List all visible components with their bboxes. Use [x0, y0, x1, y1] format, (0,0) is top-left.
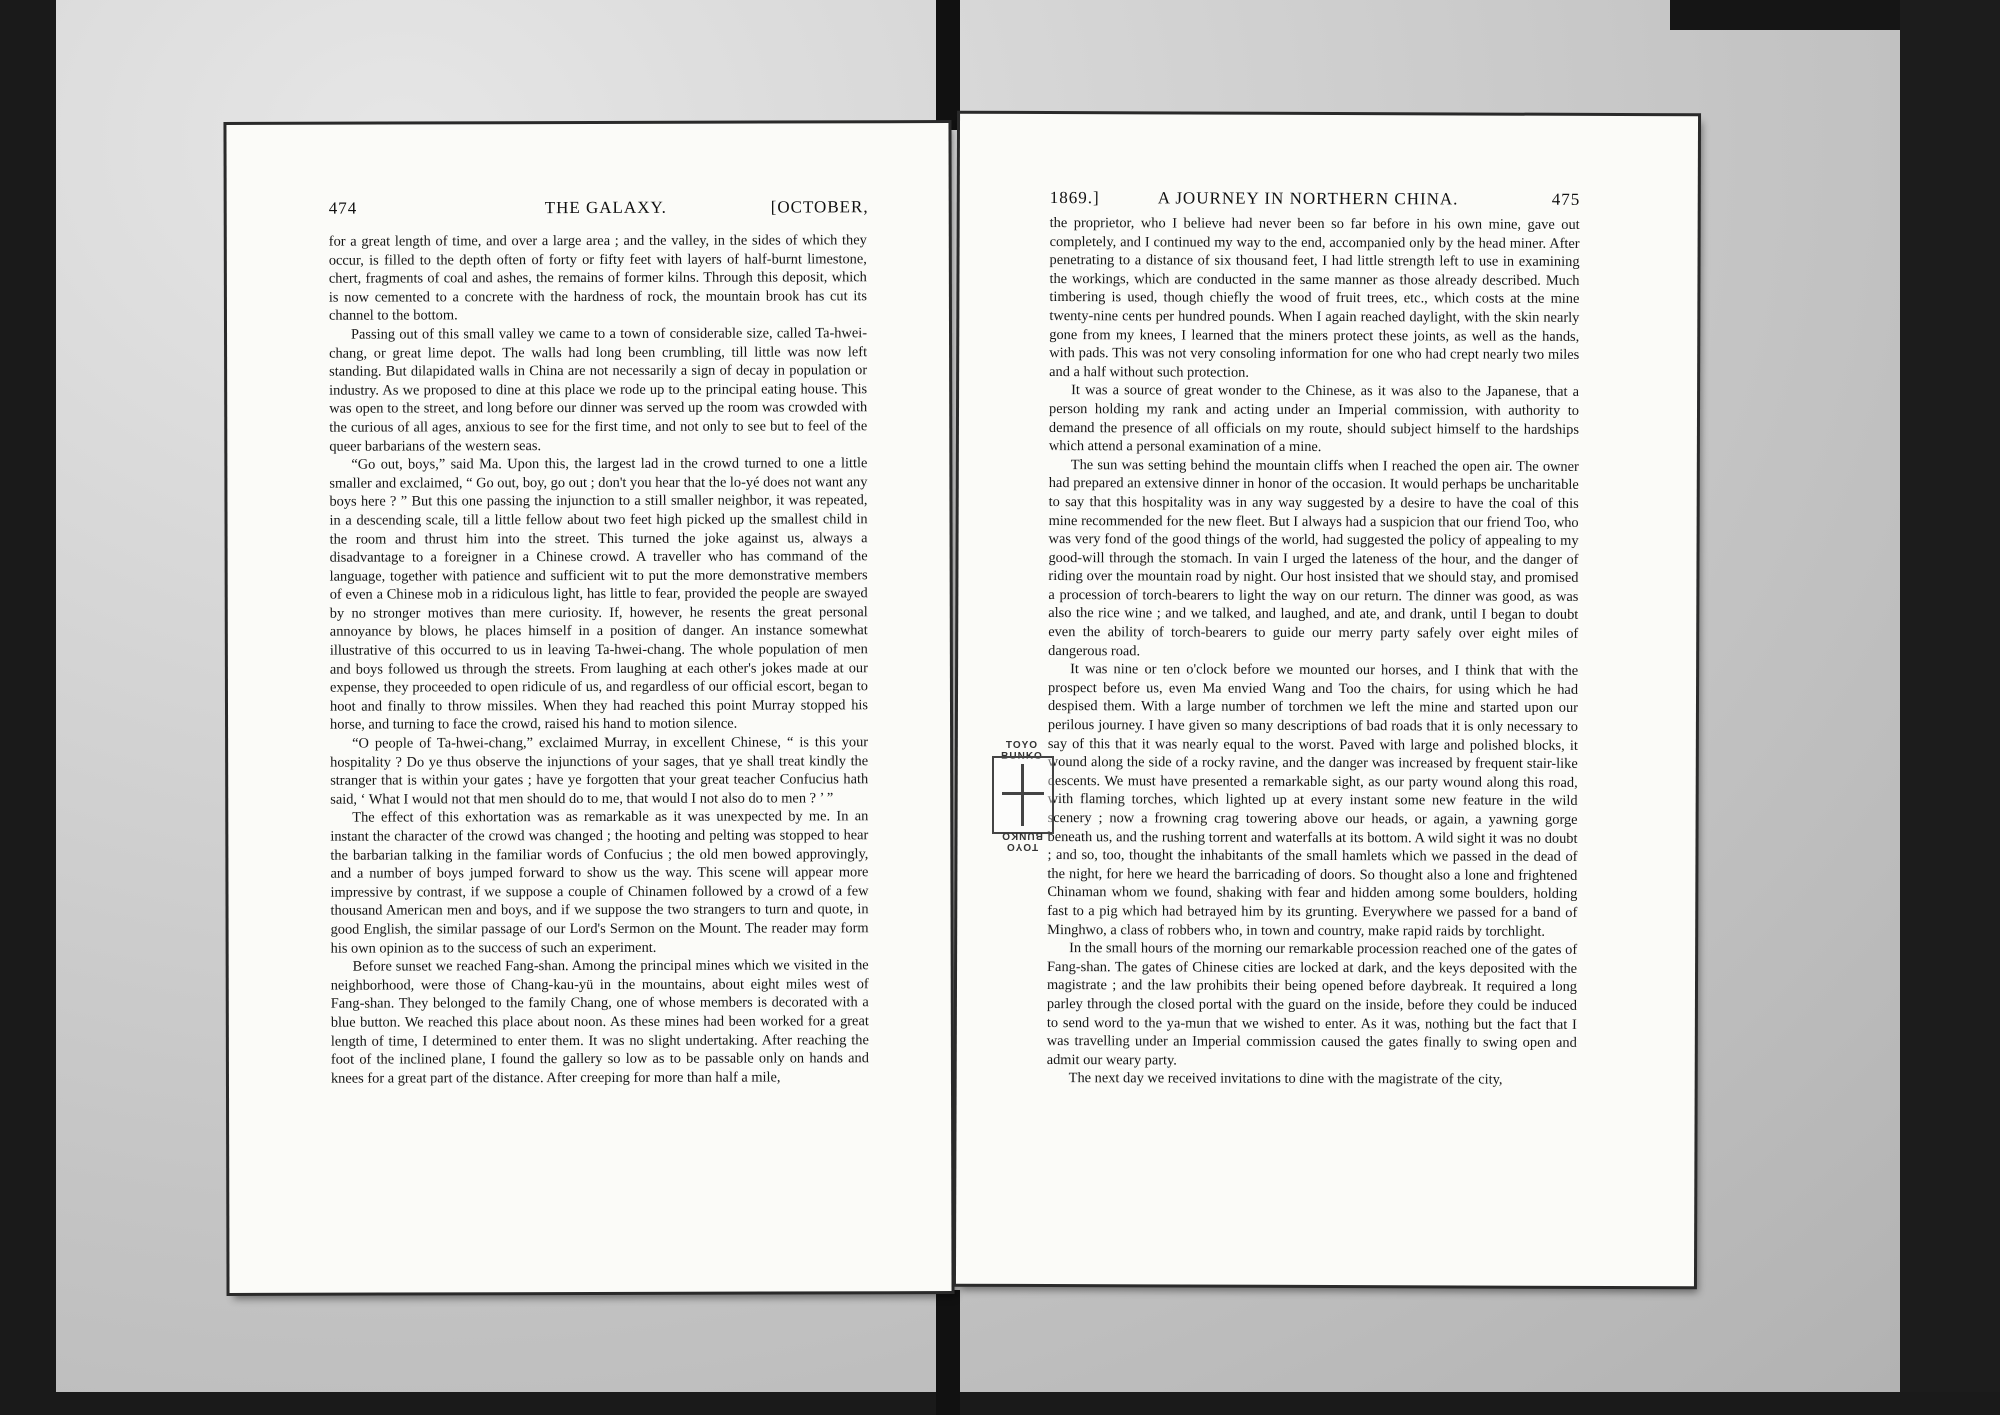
date-label: [OCTOBER,: [770, 197, 869, 217]
paragraph: In the small hours of the morning our remarkable procession reached one of the gates of Fang-shan. The gates of Chinese cities are locked at dark, and the keys deposited with the magistrate ; and the law prohibits their being opened before daybreak. It required a long parley through the closed portal with the guard on the inside, before they could be induced to send word to the ya-mun that we wished to enter. As it was, nothing but the fact that I was travelling under an Imperial commission caused the gates finally to swing open and admit our weary party.: [1046, 940, 1578, 1069]
paragraph: The next day we received invitations to dine with the magistrate of the city,: [1068, 1070, 1503, 1088]
page-number: 475: [1551, 189, 1581, 209]
paragraph: It was a source of great wonder to the Chinese, as it was also to the Japanese, that a person holding my rank and acting under an Imperial commission, with authority to demand the presence of all officials on my route, should subject himself to the hardships which attend a personal examination of a mine.: [1048, 382, 1580, 456]
running-title: A JOURNEY IN NORTHERN CHINA.: [1157, 188, 1459, 209]
date-label: 1869.]: [1049, 188, 1100, 208]
stamp-seal-icon: [992, 756, 1054, 834]
paragraph: The sun was setting behind the mountain cliffs when I reached the open air. The owner had prepared an extensive dinner in honor of the occasion. It would perhaps be uncharitable to say that this hospitality was in any way suggested by a desire to have the coal of this mine recommended for the new fleet. But I always had a suspicion that our friend Too, who was very fond of the good things of the world, had suggested the policy of appealing to my good-will through the stomach. In vain I urged the lateness of the hour, and the danger of riding over the mountain road by night. Our host insisted that we should stay, and promised a procession of torch-bearers to light the way on our return. The dinner was good, as was also the rice wine ; and we talked, and laughed, and ate, and drank, until I began to doubt even the ability of torch-bearers to guide our merry party safely over eight miles of dangerous road.: [1048, 456, 1579, 660]
paragraph: for a great length of time, and over a large area ; and the valley, in the sides of which they occur, is filled to the depth often of forty or fifty feet with layers of half-burnt limestone, chert, fragments of coal and ashes, the remains of former kilns. Through this deposit, which is now cemented to a concrete with the hardness of rock, the mountain brook has cut its channel to the bottom.: [328, 232, 867, 325]
stamp-top-text: TOYO BUNKO: [1001, 740, 1043, 762]
page-number: 474: [328, 198, 358, 218]
right-page-body: [1047, 214, 1580, 1090]
stamp-bottom-text: TOYO BUNKO: [1001, 830, 1043, 852]
paragraph: Passing out of this small valley we came to a town of considerable size, called Ta-hwei-chang, or great lime depot. The walls had long been crumbling, till little was now left standing. But dilapidated walls in China are not necessarily a sign of decay in population or industry. As we proposed to dine at this place we rode up to the principal eating house. This was open to the street, and long before our dinner was served up the room was crowded with the curious of all ages, anxious to see for the first time, and not only to see but to feel of the queer barbarians of the western seas.: [329, 325, 868, 455]
left-page-body: [329, 231, 869, 1088]
library-stamp: [988, 740, 1056, 852]
paragraph: It was nine or ten o'clock before we mounted our horses, and I think that with the prospect before us, even Ma envied Wang and Too the chairs, for using which he had despised them. With a large number of torchmen we left the mine and started upon our perilous journey. I have given so many descriptions of bad roads that it is only necessary to say of this that it was nearly equal to the worst. Paved with large and polished blocks, it wound along the side of a rocky ravine, and the danger was increased by frequent stair-like descents. We must have presented a remarkable sight, as our party wound along this road, with flaming torches, which lighted up at every instant some new feature in the wild scenery ; now a frowning crag towering above our heads, or again, a yawning gorge beneath us, and the rushing torrent and waterfalls at its bottom. A wild sight it was no doubt ; and so, too, thought the inhabitants of the small hamlets which we passed in the dead of the night, for here we heard the barricading of doors. So thought also a lone and frightened Chinaman whom we found, shaking with fear and hidden among some boulders, holding fast to a pig which had betrayed him by its grunting. Everywhere we passed for a band of Minghwo, a class of robbers who, in town and country, make rapid raids by torchlight.: [1047, 661, 1579, 940]
right-page-header: [960, 188, 1698, 213]
right-page: [956, 114, 1698, 1287]
left-page-header: [227, 197, 949, 221]
left-page: [226, 123, 951, 1293]
book-gutter-bottom: [936, 1290, 960, 1415]
scanner-edge-right: [1900, 0, 2000, 1415]
running-title: THE GALAXY.: [544, 197, 667, 218]
paragraph: Before sunset we reached Fang-shan. Among the principal mines which we visited in the neighborhood, were those of Chang-kau-yü in the mountains, about eight miles west of Fang-shan. They belonged to the family Chang, one of whose members is decorated with a blue button. We reached this place about noon. As these mines had been worked for a great length of time, I determined to enter them. It was no slight undertaking. After reaching the foot of the inclined plane, I found the gallery so low as to be passable only on hands and knees for a great part of the distance. After creeping for more than half a mile,: [330, 957, 869, 1087]
paragraph: The effect of this exhortation was as remarkable as it was unexpected by me. In an instant the character of the crowd was changed ; the hooting and pelting was stopped to hear the barbarian talking in the familiar words of Confucius ; the old men bowed approvingly, and a number of boys jumped forward to show us the way. This scene will appear more impressive by contrast, if we suppose a couple of Chinamen followed by a crowd of a few thousand American men and boys, and if we suppose the two strangers to turn and quote, in good English, the similar passage of our Lord's Sermon on the Mount. The reader may form his own opinion as to the success of such an experiment.: [330, 808, 869, 957]
paragraph: “Go out, boys,” said Ma. Upon this, the largest lad in the crowd turned to one a little smaller and exclaimed, “ Go out, boy, go out ; don't you hear that the lo-yé does not want any boys here ? ” But this one passing the injunction to a still smaller neighbor, it was repeated, in a descending scale, till a little fellow about two feet high picked up the smallest child in the room and thrust him into the street. This turned the joke against us, always a disadvantage to a foreigner in a Chinese crowd. A traveller who has command of the language, together with patience and sufficient wit to put the more demonstrative members of even a Chinese mob in a ridiculous light, has little to fear, provided the people are swayed by no stronger motives than mere curiosity. If, however, he resents the great personal annoyance by blows, he places himself in a position of danger. An instance somewhat illustrative of this occurred to us in leaving Ta-hwei-chang. The whole population of men and boys followed us through the streets. From laughing at each other's jokes made at our expense, they proceeded to open ridicule of us, and regardless of our official escort, began to hoot and finally to throw missiles. When they had reached this point Murray stopped his horse, and turning to face the crowd, raised his hand to motion silence.: [329, 455, 869, 734]
scanner-edge-bottom: [0, 1392, 2000, 1415]
paragraph: “O people of Ta-hwei-chang,” exclaimed Murray, in excellent Chinese, “ is this your hospitality ? Do ye thus observe the injunctions of your sages, that ye shall treat kindly the stranger that is within your gates ; have ye forgotten that your great teacher Confucius hath said, ‘ What I would not that men should do to me, that would I not also do to men ? ’ ”: [330, 734, 869, 808]
scanner-edge-left: [0, 0, 56, 1415]
book-gutter-top: [936, 0, 960, 130]
paragraph: the proprietor, who I believe had never been so far before in his own mine, gave out completely, and I continued my way to the end, accompanied only by the head miner. After penetrating to a distance of six thousand feet, I had little strength left to use in examining the workings, which are conducted in the same manner as those already described. Much timbering is used, though chiefly the wood of fruit trees, etc., which costs at the mine twenty-nine cents per hundred pounds. When I again reached daylight, with the skin nearly gone from my knees, I learned that the miners protect these joints, as well as the hands, with pads. This was not very consoling information for one who had crept nearly two miles and a half without such protection.: [1049, 215, 1580, 381]
